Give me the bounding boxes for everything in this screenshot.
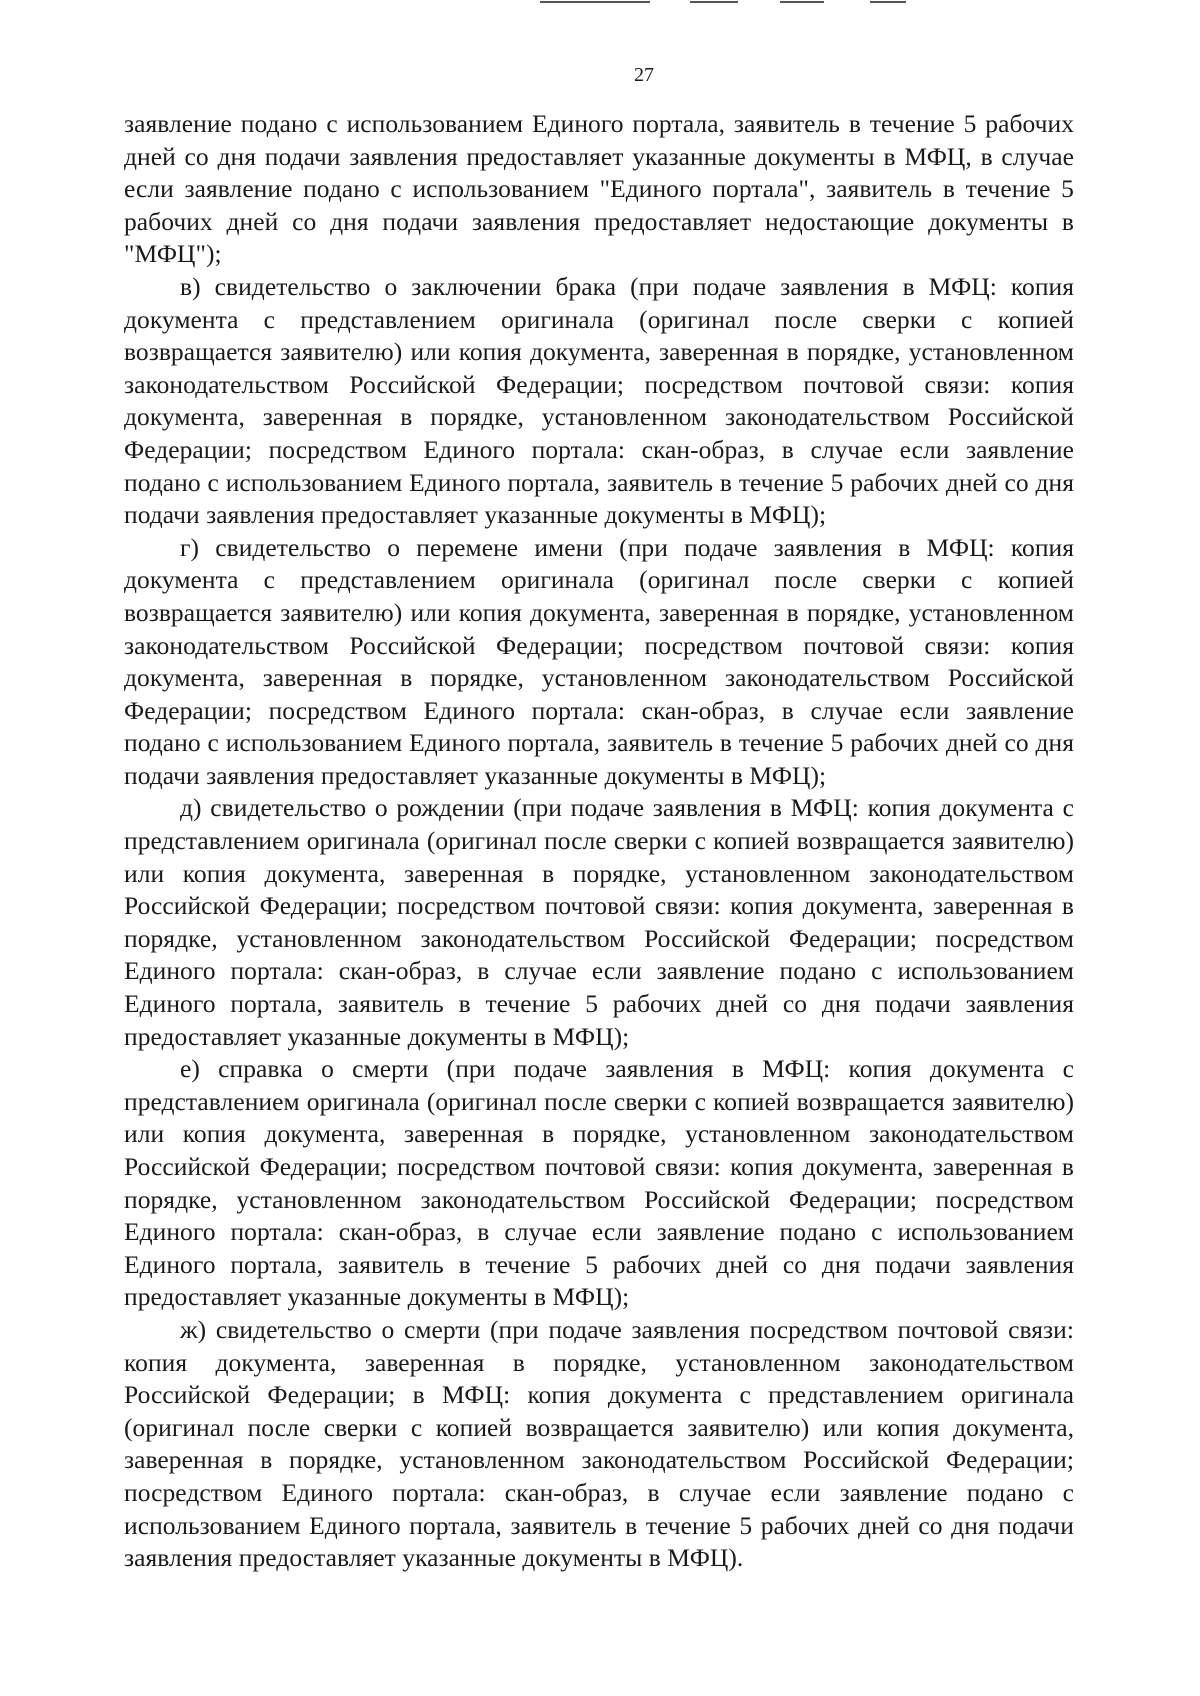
paragraph-item-g: г) свидетельство о перемене имени (при подаче заявления в МФЦ: копия документа с представлением оригинала (оригинал после сверки с копией возвращается заявителю) или копия документа, заверенная в порядке, установленном законодательством Российской Федерации; посредством почтовой связи: копия документа, заверенная в порядке, установленном законодательством Российской Федерации; посредством Единого портала: скан-образ, в случае если заявление подано с использованием Единого портала, заявитель в течение 5 рабочих дней со дня подачи заявления предоставляет указанные документы в МФЦ); xyxy=(124,532,1074,790)
page-number: 27 xyxy=(634,64,654,86)
scan-artifact-lines xyxy=(540,0,1000,8)
paragraph-item-e: е) справка о смерти (при подаче заявления в МФЦ: копия документа с представлением оригинала (оригинал после сверки с копией возвращается заявителю) или копия документа, заверенная в порядке, установленном законодательством Российской Федерации; посредством почтовой связи: копия документа, заверенная в порядке, установленном законодательством Российской Федерации; посредством Единого портала: скан-образ, в случае если заявление подано с использованием Единого портала, заявитель в течение 5 рабочих дней со дня подачи заявления предоставляет указанные документы в МФЦ); xyxy=(124,1054,1074,1312)
paragraph-item-zh: ж) свидетельство о смерти (при подаче заявления посредством почтовой связи: копия документа, заверенная в порядке, установленном законодательством Российской Федерации; в МФЦ: копия документа с представлением оригинала (оригинал после сверки с копией возвращается заявителю) или копия документа, заверенная в порядке, установленном законодательством Российской Федерации; посредством Единого портала: скан-образ, в случае если заявление подано с использованием Единого портала, заявитель в течение 5 рабочих дней со дня подачи заявления предоставляет указанные документы в МФЦ). xyxy=(124,1314,1074,1573)
paragraph-item-v: в) свидетельство о заключении брака (при подаче заявления в МФЦ: копия документа с представлением оригинала (оригинал после сверки с копией возвращается заявителю) или копия документа, заверенная в порядке, установленном законодательством Российской Федерации; посредством почтовой связи: копия документа, заверенная в порядке, установленном законодательством Российской Федерации; посредством Единого портала: скан-образ, в случае если заявление подано с использованием Единого портала, заявитель в течение 5 рабочих дней со дня подачи заявления предоставляет указанные документы в МФЦ); xyxy=(124,271,1074,530)
paragraph-item-d: д) свидетельство о рождении (при подаче заявления в МФЦ: копия документа с представлением оригинала (оригинал после сверки с копией возвращается заявителю) или копия документа, заверенная в порядке, установленном законодательством Российской Федерации; посредством почтовой связи: копия документа, заверенная в порядке, установленном законодательством Российской Федерации; посредством Единого портала: скан-образ, в случае если заявление подано с использованием Единого портала, заявитель в течение 5 рабочих дней со дня подачи заявления предоставляет указанные документы в МФЦ); xyxy=(124,793,1074,1051)
paragraph-continuation: заявление подано с использованием Единого портала, заявитель в течение 5 рабочих дней со дня подачи заявления предоставляет указанные документы в МФЦ, в случае если заявление подано с использованием "Единого портала", заявитель в течение 5 рабочих дней со дня подачи заявления предоставляет недостающие документы в "МФЦ"); xyxy=(124,109,1074,269)
document-body xyxy=(124,108,1074,1575)
